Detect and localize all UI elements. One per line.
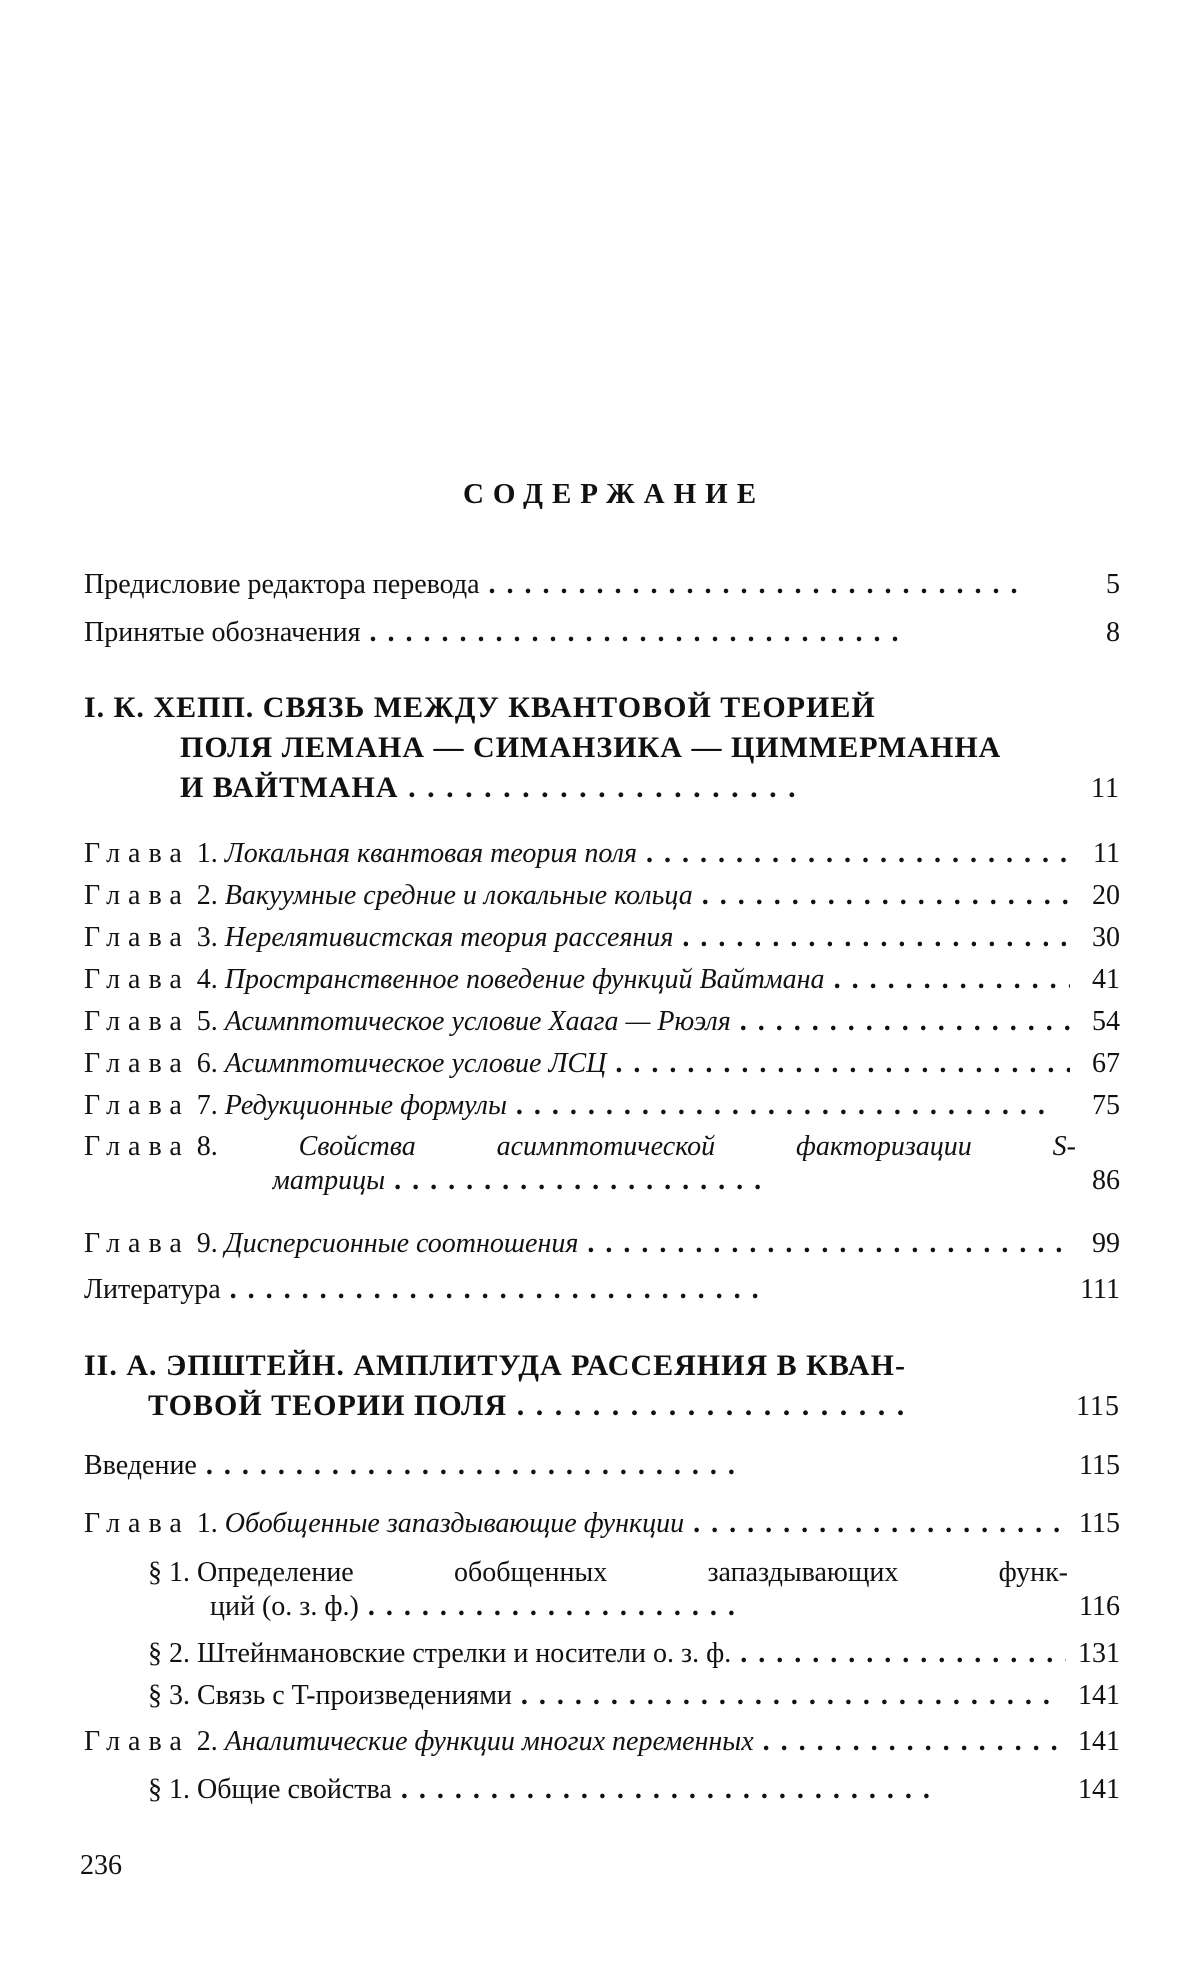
toc-entry-title: Предисловие редактора перевода: [84, 569, 480, 600]
toc-page-number: 141: [1066, 1770, 1120, 1810]
chapter-number: 6.: [197, 1048, 218, 1079]
toc-entry-preface: [84, 565, 1120, 605]
section-number: § 1.: [148, 1774, 190, 1805]
toc-chapter: [84, 1044, 1120, 1084]
section-number: § 1.: [148, 1557, 190, 1588]
toc-chapter: [84, 1002, 1120, 1042]
chapter-title-word: Свойства: [299, 1130, 416, 1164]
toc-entry-notation: [84, 613, 1120, 653]
chapter-label: Глава: [84, 880, 190, 911]
toc-page-number: 116: [1067, 1590, 1120, 1624]
part-heading-hepp: [84, 688, 1120, 809]
toc-section: [148, 1770, 1120, 1810]
chapter-number: 3.: [197, 922, 218, 953]
toc-page-number: 141: [1066, 1722, 1120, 1762]
toc-page-number: 75: [1070, 1086, 1120, 1126]
chapter-title: Обобщенные запаздывающие функции: [225, 1508, 684, 1539]
toc-page-number: 86: [1080, 1164, 1120, 1198]
toc-page-number: 54: [1070, 1002, 1120, 1042]
chapter-title: Аналитические функции многих переменных: [225, 1726, 754, 1757]
chapter-number: 1.: [197, 838, 218, 869]
toc-page-number: 115: [1067, 1504, 1120, 1544]
page-number: 236: [80, 1850, 122, 1882]
section-title-word: ций (о. з. ф.): [210, 1591, 359, 1622]
section-title: Связь с T-произведениями: [197, 1680, 512, 1711]
toc-page-number: 20: [1070, 876, 1120, 916]
toc-page-number: 67: [1070, 1044, 1120, 1084]
toc-page-number: 115: [1064, 1387, 1120, 1427]
chapter-label: Глава: [84, 838, 190, 869]
toc-chapter: [84, 876, 1120, 916]
part-heading-line: ПОЛЯ ЛЕМАНА — СИМАНЗИКА — ЦИММЕРМАННА: [84, 728, 1120, 768]
toc-entry-title: Принятые обозначения: [84, 617, 361, 648]
chapter-title: Дисперсионные соотношения: [225, 1228, 579, 1259]
book-page: [0, 0, 1200, 1986]
chapter-title: Нерелятивистская теория рассеяния: [225, 922, 674, 953]
section-title-word: функ-: [999, 1556, 1120, 1590]
chapter-title: Редукционные формулы: [225, 1090, 507, 1121]
chapter-number: 1.: [197, 1508, 218, 1539]
part-heading-line: I. К. ХЕПП. СВЯЗЬ МЕЖДУ КВАНТОВОЙ ТЕОРИЕЙ: [84, 688, 1120, 728]
chapter-title: Пространственное поведение функций Вайтмана: [225, 964, 825, 995]
part-heading-epstein: [84, 1346, 1120, 1427]
toc-page-number: 141: [1066, 1676, 1120, 1716]
toc-chapter: [84, 1504, 1120, 1544]
chapter-title-word: S-: [1053, 1130, 1120, 1164]
chapter-title-word: матрицы: [272, 1165, 385, 1196]
toc-entry-intro: [84, 1446, 1120, 1486]
toc-chapter: [84, 1130, 1120, 1198]
toc-chapter: [84, 960, 1120, 1000]
section-title-word: запаздывающих: [708, 1556, 899, 1590]
toc-page-number: 8: [1070, 613, 1120, 653]
chapter-title: Асимптотическое условие Хаага — Рюэля: [225, 1006, 731, 1037]
toc-section: [148, 1676, 1120, 1716]
toc-section: [148, 1556, 1120, 1624]
toc-page-number: 115: [1067, 1446, 1120, 1486]
toc-section: [148, 1634, 1120, 1674]
toc-page-number: 111: [1068, 1270, 1120, 1310]
toc-page-number: 5: [1070, 565, 1120, 605]
toc-entry-title: Литература: [84, 1274, 221, 1305]
chapter-number: 2.: [197, 1726, 218, 1757]
chapter-number: 5.: [197, 1006, 218, 1037]
chapter-label: Глава: [84, 1508, 190, 1539]
chapter-label: Глава: [84, 1726, 190, 1757]
chapter-label: Глава: [84, 922, 190, 953]
toc-page-number: 99: [1070, 1224, 1120, 1264]
section-title: Штейнмановские стрелки и носители о. з. ф.: [197, 1638, 731, 1669]
chapter-label: Глава: [84, 1131, 190, 1162]
toc-entry-literature: [84, 1270, 1120, 1310]
chapter-number: 2.: [197, 880, 218, 911]
chapter-number: 9.: [197, 1228, 218, 1259]
chapter-label: Глава: [84, 1006, 190, 1037]
part-heading-line: И ВАЙТМАНА: [180, 771, 399, 804]
chapter-title: Локальная квантовая теория поля: [225, 838, 637, 869]
toc-entry-title: Введение: [84, 1450, 197, 1481]
section-title-word: Определение: [197, 1557, 354, 1588]
section-title-word: обобщенных: [454, 1556, 607, 1590]
chapter-label: Глава: [84, 1228, 190, 1259]
toc-page-number: 131: [1066, 1634, 1120, 1674]
toc-page-number: 11: [1079, 769, 1120, 809]
chapter-title: Асимптотическое условие ЛСЦ: [225, 1048, 607, 1079]
toc-chapter: [84, 1722, 1120, 1762]
chapter-label: Глава: [84, 964, 190, 995]
toc-chapter: [84, 1086, 1120, 1126]
chapter-number: 7.: [197, 1090, 218, 1121]
chapter-title-word: асимптотической: [497, 1130, 716, 1164]
toc-page-number: 11: [1070, 834, 1120, 874]
part-heading-line: II. А. ЭПШТЕЙН. АМПЛИТУДА РАССЕЯНИЯ В КВАН-: [84, 1346, 1120, 1386]
chapter-number: 4.: [197, 964, 218, 995]
toc-page-number: 30: [1070, 918, 1120, 958]
toc-page-number: 41: [1070, 960, 1120, 1000]
part-heading-line: ТОВОЙ ТЕОРИИ ПОЛЯ: [148, 1389, 507, 1422]
chapter-title-word: факторизации: [796, 1130, 972, 1164]
section-number: § 2.: [148, 1638, 190, 1669]
toc-chapter: [84, 918, 1120, 958]
page-title: СОДЕРЖАНИЕ: [0, 478, 1200, 511]
chapter-label: Глава: [84, 1090, 190, 1121]
chapter-title: Вакуумные средние и локальные кольца: [225, 880, 693, 911]
toc-chapter: [84, 834, 1120, 874]
section-number: § 3.: [148, 1680, 190, 1711]
section-title: Общие свойства: [197, 1774, 392, 1805]
chapter-number: 8.: [197, 1131, 218, 1162]
chapter-label: Глава: [84, 1048, 190, 1079]
toc-chapter: [84, 1224, 1120, 1264]
